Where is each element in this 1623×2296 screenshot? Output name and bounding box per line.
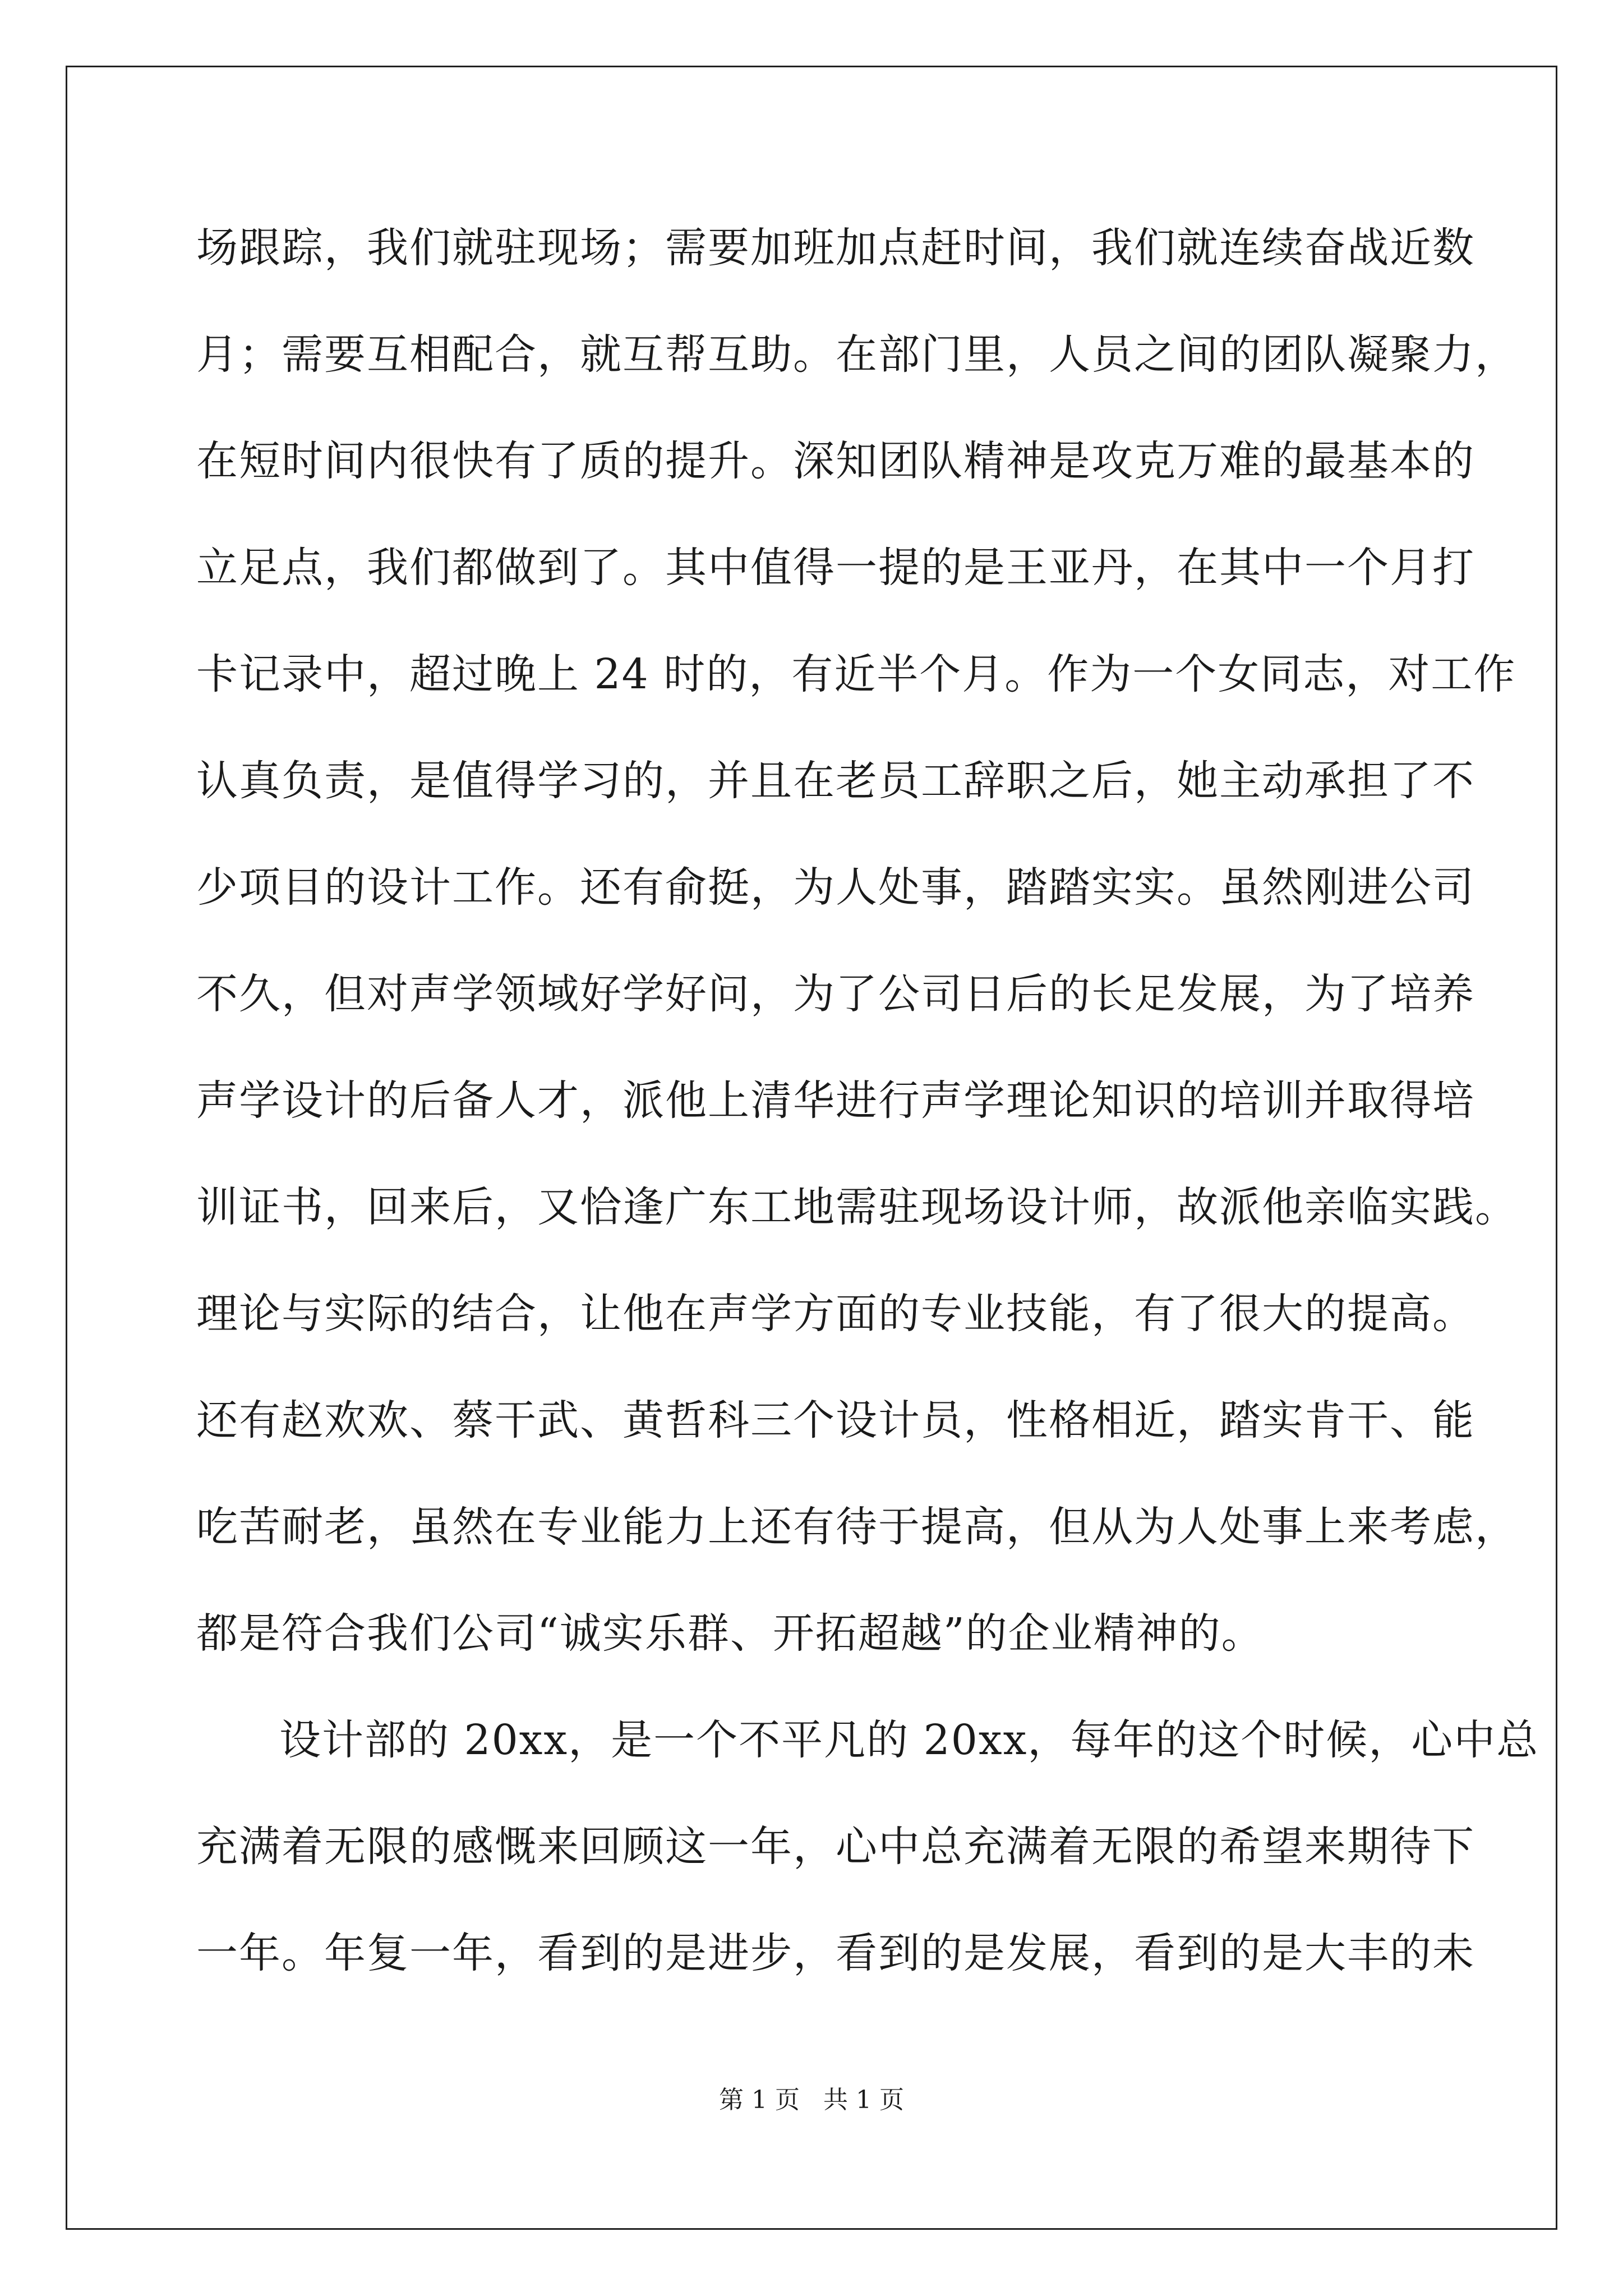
text-line: 场跟踪，我们就驻现场；需要加班加点赶时间，我们就连续奋战近数 (196, 224, 1475, 272)
paragraph-first-line: 设计部的 20xx，是一个不平凡的 20xx，每年的这个时候，心中总 (279, 1716, 1539, 1764)
text-line: 理论与实际的结合，让他在声学方面的专业技能，有了很大的提高。 (196, 1290, 1475, 1338)
text-line: 吃苦耐老，虽然在专业能力上还有待于提高，但从为人处事上来考虑， (196, 1503, 1518, 1551)
text-line: 不久，但对声学领域好学好问，为了公司日后的长足发展，为了培养 (196, 970, 1475, 1018)
text-line: 声学设计的后备人才，派他上清华进行声学理论知识的培训并取得培 (196, 1076, 1475, 1125)
text-line: 认真负责，是值得学习的，并且在老员工辞职之后，她主动承担了不 (196, 757, 1475, 805)
text-line: 在短时间内很快有了质的提升。深知团队精神是攻克万难的最基本的 (196, 437, 1475, 485)
text-line: 一年。年复一年，看到的是进步，看到的是发展，看到的是大丰的未 (196, 1929, 1475, 1977)
text-line: 充满着无限的感慨来回顾这一年，心中总充满着无限的希望来期待下 (196, 1823, 1475, 1871)
text-line: 卡记录中，超过晚上 24 时的，有近半个月。作为一个女同志，对工作 (196, 650, 1516, 698)
page-number-footer: 第 1 页 共 1 页 (719, 2086, 904, 2114)
text-line: 少项目的设计工作。还有俞挺，为人处事，踏踏实实。虽然刚进公司 (196, 863, 1475, 912)
text-line: 立足点，我们都做到了。其中值得一提的是王亚丹，在其中一个月打 (196, 544, 1475, 592)
text-line: 月；需要互相配合，就互帮互助。在部门里，人员之间的团队凝聚力， (196, 330, 1518, 379)
document-body (196, 215, 1539, 2027)
text-line: 还有赵欢欢、蔡干武、黄哲科三个设计员，性格相近，踏实肯干、能 (196, 1396, 1475, 1444)
text-line: 都是符合我们公司“诚实乐群、开拓超越”的企业精神的。 (196, 1609, 1264, 1658)
text-line: 训证书，回来后，又恰逢广东工地需驻现场设计师，故派他亲临实践。 (196, 1183, 1518, 1231)
